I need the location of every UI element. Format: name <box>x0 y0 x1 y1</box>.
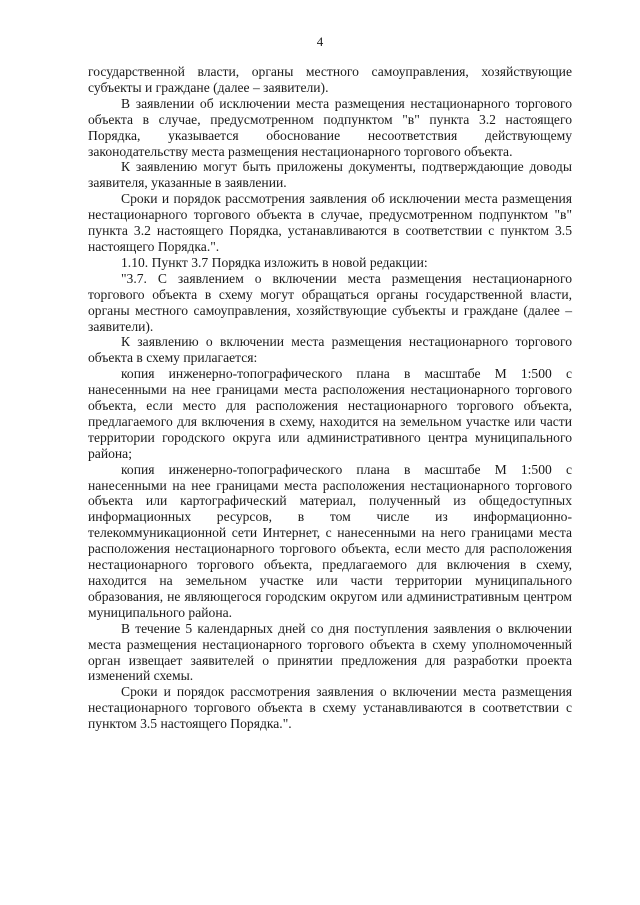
paragraph-clause-3-7: "3.7. С заявлением о включении места размещения нестационарного торгового объекта в схему могут обращаться органы государственной власти, органы местного самоуправления, хозяйствующие субъекты и граждане (далее – заявители). <box>88 270 572 334</box>
paragraph-attachments-intro: К заявлению о включении места размещения нестационарного торгового объекта в схему прилагается: <box>88 334 572 366</box>
paragraph-attachment-plan-city: копия инженерно-топографического плана в масштабе М 1:500 с нанесенными на нее границами места расположения нестационарного торгового объекта, если место для расположения нестационарного торгового объекта, предлагаемого для включения в схему, находится на земельном участке или части территории городского округа или административного центра муниципального района; <box>88 366 572 461</box>
paragraph-attachment-plan-municipal: копия инженерно-топографического плана в масштабе М 1:500 с нанесенными на нее границами места расположения нестационарного торгового объекта или картографический материал, полученный из общедоступных информационных ресурсов, в том числе из информационно-телекоммуникационной сети Интернет, с нанесенными на него границами места расположения нестационарного торгового объекта, если место для расположения нестационарного торгового объекта, предлагаемого для включения в схему, находится на земельном участке или части территории муниципального образования, не являющегося городским округом или административным центром муниципального района. <box>88 461 572 620</box>
paragraph-inclusion-terms: Сроки и порядок рассмотрения заявления о включении места размещения нестационарного торгового объекта в схему устанавливаются в соответствии с пунктом 3.5 настоящего Порядка.". <box>88 684 572 732</box>
paragraph-attached-documents: К заявлению могут быть приложены документы, подтверждающие доводы заявителя, указанные в заявлении. <box>88 159 572 191</box>
paragraph-exclusion-terms: Сроки и порядок рассмотрения заявления об исключении места размещения нестационарного торгового объекта в случае, предусмотренном подпунктом "в" пункта 3.2 настоящего Порядка, устанавливаются в соответствии с пунктом 3.5 настоящего Порядка.". <box>88 191 572 254</box>
paragraph-exclusion-justification: В заявлении об исключении места размещения нестационарного торгового объекта в случае, предусмотренном подпунктом "в" пункта 3.2 настоящего Порядка, указывается обоснование несоответствия действующему законодательству места размещения нестационарного торгового объекта. <box>88 95 572 159</box>
paragraph-continuation: государственной власти, органы местного самоуправления, хозяйствующие субъекты и граждане (далее – заявители). <box>88 64 572 95</box>
page-number: 4 <box>316 34 324 49</box>
document-body <box>88 64 572 732</box>
paragraph-amendment-1-10: 1.10. Пункт 3.7 Порядка изложить в новой редакции: <box>121 254 428 270</box>
paragraph-notification-term: В течение 5 календарных дней со дня поступления заявления о включении места размещения нестационарного торгового объекта в схему уполномоченный орган извещает заявителей о принятии предложения для разработки проекта изменений схемы. <box>88 620 572 684</box>
